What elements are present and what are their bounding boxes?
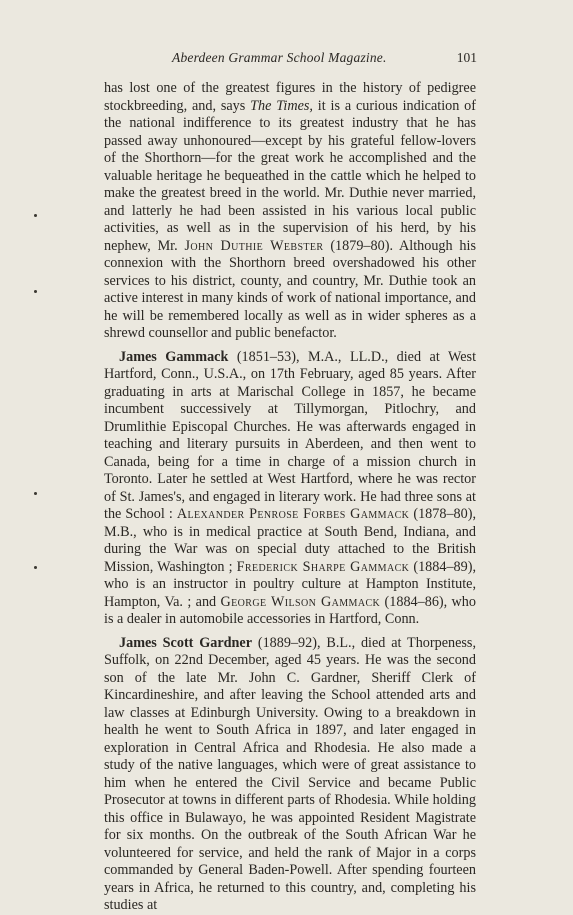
- person-name: Frederick Sharpe Gammack: [236, 558, 410, 575]
- obituary-name: James Gammack: [119, 348, 229, 365]
- person-name: John Duthie Webster: [184, 237, 324, 254]
- publication-title: The Times,: [250, 97, 313, 114]
- person-name: George Wilson Gammack: [220, 593, 381, 610]
- obituary-duthie-continued: [104, 80, 476, 343]
- article-body: [104, 80, 476, 915]
- person-name: Alexander Penrose Forbes Gammack: [176, 506, 410, 522]
- text-run: has lost one of the greatest figures in the history of pedigree stockbreeding, and, says: [104, 80, 476, 114]
- obituary-name: James Scott Gardner: [119, 634, 253, 651]
- text-run: (1889–92), B.L., died at Thorpeness, Suffolk, on 22nd December, aged 45 years. He was the second son of the late Mr. John C. Gardner, Sheriff Clerk of Kincardineshire, and after leaving the School attended arts and law classes at Edinburgh University. Owing to a breakdown in health he went to South Africa in 1897, and later engaged in exploration in Central Africa and Rhodesia. He also made a study of the native languages, which were of great assistance to him when he entered the Civil Service and became Public Prosecutor at towns in different parts of Rhodesia. While holding this office in Bulawayo, he was appointed Resident Magistrate for six months. On the outbreak of the South African War he volunteered for service, and held the rank of Major in a corps commanded by General Baden-Powell. After spending fourteen years in Africa, he returned to this country, and, completing his studies at: [104, 634, 476, 913]
- running-title: Aberdeen Grammar School Magazine.: [172, 50, 387, 65]
- text-run: (1884–89), who is an instructor in poultry culture at Hampton Institute, Hampton, Va. ; and: [104, 558, 477, 610]
- obituary-gammack: [104, 349, 476, 629]
- page-number: 101: [456, 50, 477, 65]
- margin-mark: [34, 566, 37, 569]
- margin-mark: [34, 290, 37, 293]
- text-run: (1884–86), who is a dealer in automobile accessories in Hartford, Conn.: [104, 593, 476, 627]
- text-run: (1879–80). Although his connexion with the Shorthorn breed overshadowed his other services to his district, county, and country, Mr. Duthie took an active interest in many kinds of work of national importance, and he will be remembered locally as well as in wider spheres as a shrewd counsellor and public benefactor.: [104, 237, 476, 341]
- obituary-gardner: [104, 635, 476, 915]
- margin-mark: [34, 492, 37, 495]
- text-run: (1851–53), M.A., LL.D., died at West Hartford, Conn., U.S.A., on 17th February, aged 85 years. After graduating in arts at Marischal College in 1857, he became incumbent successively at Tillymorgan, Pitlochry, and Drumlithie Episcopal Churches. He was afterwards engaged in teaching and literary pursuits in Aberdeen, and then went to Canada, being for a time in charge of a mission church in Toronto. Later he settled at West Hartford, where he was rector of St. James's, and engaged in literary work. He had three sons at the School :: [104, 348, 477, 522]
- text-run: it is a curious indication of the national indifference to its greatest industry that he has passed away unhonoured—except by his grateful fellow-lovers of the Shorthorn—for the great work he accomplished and the valuable heritage he bequeathed in the cattle which he helped to make the greatest breed in the world. Mr. Duthie never married, and latterly he had been assisted in his various local public activities, as well as in the supervision of his herd, by his nephew, Mr.: [104, 97, 476, 254]
- margin-mark: [34, 214, 37, 217]
- text-run: (1878–80), M.B., who is in medical practice at South Bend, Indiana, and during the War was on special duty attached to the British Mission, Washington ;: [104, 506, 476, 575]
- page-header: [104, 50, 477, 70]
